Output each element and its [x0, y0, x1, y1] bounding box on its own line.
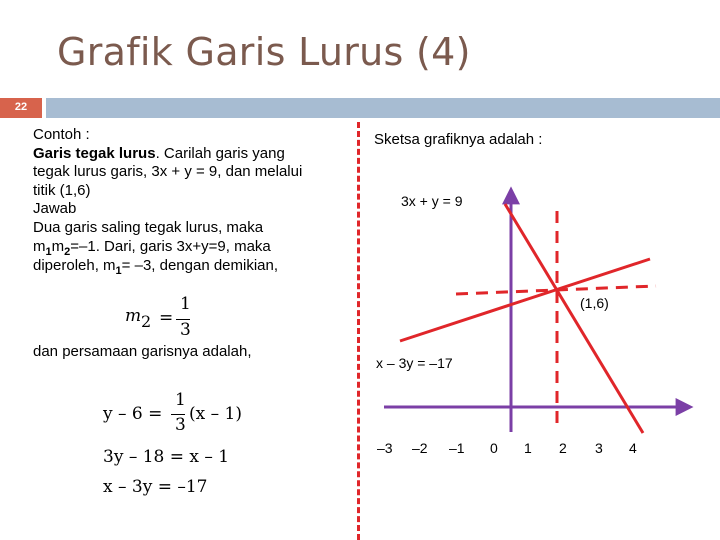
m2-formula-sub: 2	[141, 312, 152, 331]
x-tick-label: 4	[629, 440, 637, 456]
problem-line-3: tegak lurus garis, 3x + y = 9, dan melalui	[33, 163, 303, 181]
problem-line-4: titik (1,6)	[33, 181, 91, 199]
solution-line-6: Dua garis saling tegak lurus, maka	[33, 218, 264, 236]
m2-subscript: 2	[64, 245, 71, 258]
answer-label: Jawab	[33, 200, 77, 218]
line-x-minus-3y-neg17	[400, 259, 650, 341]
x-tick-label: 2	[559, 440, 567, 456]
m2-formula-var: m	[125, 306, 142, 326]
label-line-3x-plus-y: 3x + y = 9	[401, 193, 463, 209]
m1-subscript: 1	[45, 245, 52, 258]
m2-var: m	[51, 237, 65, 255]
equation-intro: dan persamaan garisnya adalah,	[33, 343, 252, 360]
line8-end: = –3, dengan demikian,	[121, 257, 279, 275]
x-tick-label: 1	[524, 440, 532, 456]
problem-bold: Garis tegak lurus	[33, 144, 156, 162]
m1-var: m	[33, 237, 46, 255]
x-tick-label: –1	[449, 440, 465, 456]
label-point: (1,6)	[580, 295, 609, 311]
equation-3: x – 3y = –17	[103, 477, 208, 497]
equation-2: 3y – 18 = x – 1	[103, 447, 230, 467]
line8-subscript: 1	[115, 265, 122, 278]
eq1-lhs: y – 6 =	[103, 404, 163, 424]
line-3x-plus-y-9	[505, 204, 643, 433]
line8-start: diperoleh, m	[33, 257, 116, 275]
example-label: Contoh :	[33, 126, 90, 143]
eq1-den: 3	[175, 415, 186, 435]
eq1-rhs: (x – 1)	[189, 404, 242, 424]
slide-number: 22	[14, 101, 28, 113]
x-tick-label: 0	[490, 440, 498, 456]
m2-formula-num: 1	[180, 294, 191, 314]
slide-title: Grafik Garis Lurus (4)	[57, 30, 471, 74]
label-line-x-minus-3y: x – 3y = –17	[376, 355, 453, 371]
m2-formula-den: 3	[180, 320, 191, 340]
x-tick-label: –2	[412, 440, 428, 456]
problem-rest: . Carilah garis yang	[155, 144, 285, 162]
solution-line-7-rest: =–1. Dari, garis 3x+y=9, maka	[70, 237, 271, 255]
m2-formula-eq: =	[159, 308, 174, 328]
sketch-title: Sketsa grafiknya adalah :	[374, 131, 543, 148]
eq1-num: 1	[175, 390, 186, 410]
x-tick-label: –3	[377, 440, 393, 456]
x-tick-label: 3	[595, 440, 603, 456]
